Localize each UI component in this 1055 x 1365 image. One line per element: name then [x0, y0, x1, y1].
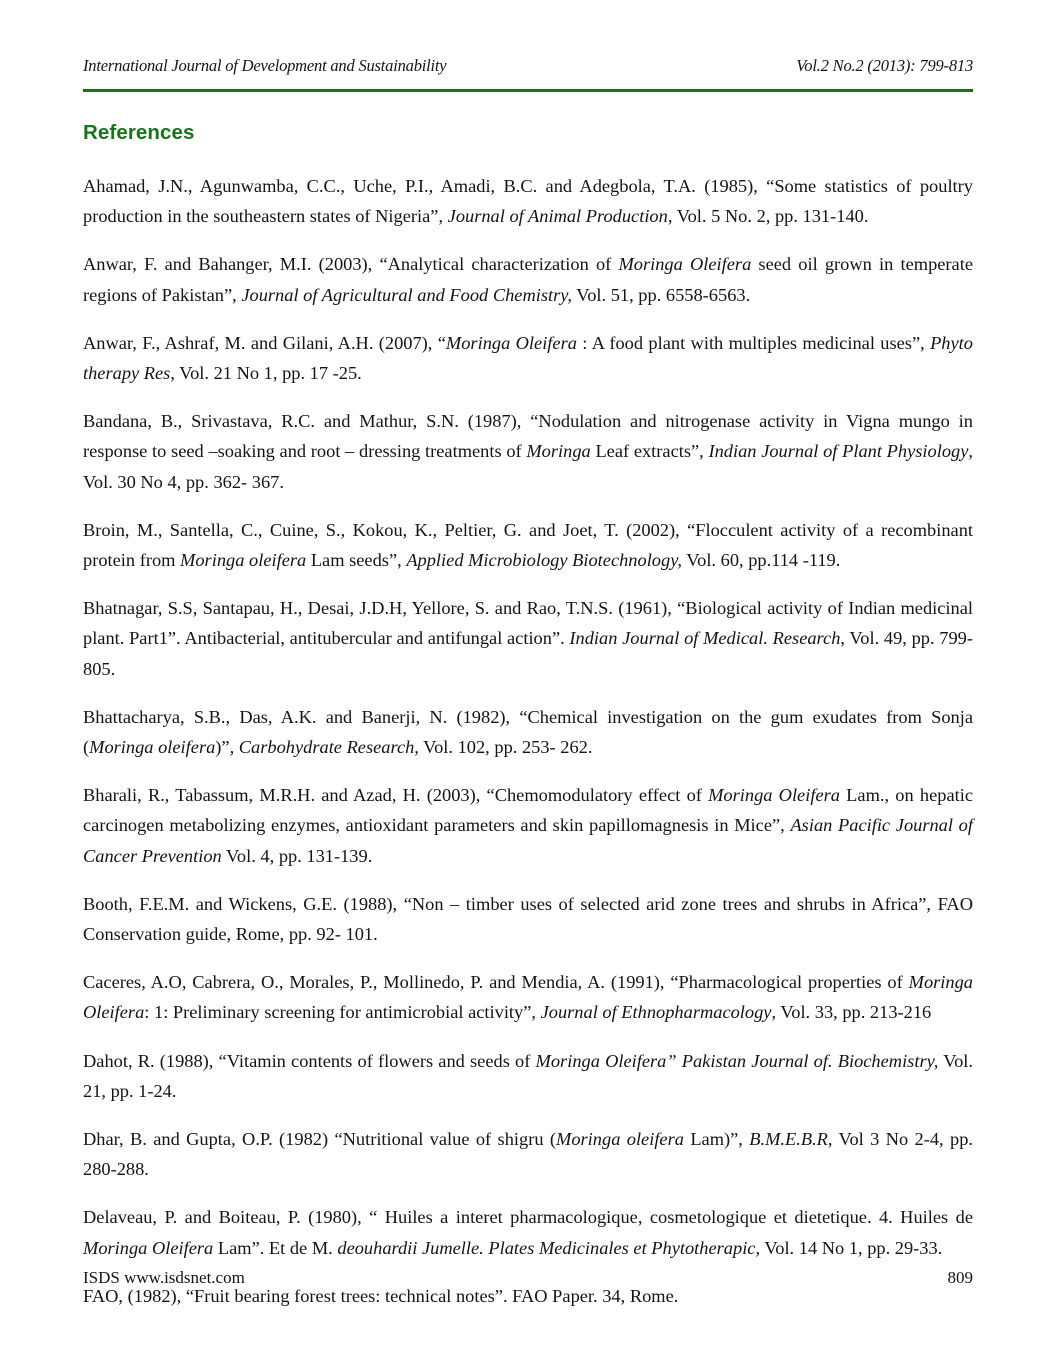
reference-entry	[83, 593, 973, 684]
reference-text: , Vol. 33, pp. 213-216	[771, 1002, 932, 1023]
reference-title-italic: Moringa Oleifera” Pakistan Journal of. Biochemistry,	[535, 1050, 939, 1071]
reference-title-italic: Applied Microbiology Biotechnology,	[406, 550, 682, 571]
reference-text: Anwar, F., Ashraf, M. and Gilani, A.H. (2007), “	[83, 332, 446, 353]
reference-entry	[83, 406, 973, 497]
reference-entry	[83, 1124, 973, 1184]
reference-title-italic: Indian Journal of Medical. Research	[569, 628, 841, 649]
reference-title-italic: Journal of Ethnopharmacology	[540, 1002, 772, 1023]
reference-text: Vol. 51, pp. 6558-6563.	[572, 284, 751, 305]
issue-info: Vol.2 No.2 (2013): 799-813	[796, 56, 973, 75]
reference-title-italic: Moringa oleifera	[556, 1129, 684, 1150]
reference-title-italic: Journal of Agricultural and Food Chemistry,	[241, 284, 573, 305]
reference-text: Lam., on hepatic carcinogen metabolizing enzymes, antioxidant parameters and skin papillomagnesis in Mice”,	[83, 785, 973, 836]
reference-text: , Vol. 30 No 4, pp. 362- 367.	[83, 441, 973, 492]
reference-text: Lam)”,	[683, 1129, 750, 1150]
reference-text: : A food plant with multiples medicinal uses”,	[576, 332, 931, 353]
reference-list	[83, 171, 973, 1311]
reference-title-italic: Moringa Oleifera	[83, 972, 973, 1023]
reference-entry	[83, 328, 973, 388]
reference-text: Vol. 14 No 1, pp. 29-33.	[760, 1237, 943, 1258]
running-head	[83, 56, 973, 76]
reference-title-italic: Journal of Animal Production	[447, 206, 668, 227]
header-rule	[83, 89, 973, 92]
reference-title-italic: B.M.E.B.R	[749, 1129, 828, 1150]
reference-text: Vol. 60, pp.114 -119.	[681, 550, 841, 571]
reference-title-italic: Indian Journal of Plant Physiology	[708, 441, 969, 462]
reference-entry	[83, 1202, 973, 1262]
page-number: 809	[947, 1268, 973, 1287]
reference-title-italic: Moringa oleifera	[89, 737, 216, 758]
reference-title-italic: deouhardii Jumelle. Plates Medicinales et Phytotherapic,	[337, 1237, 761, 1258]
reference-text: , Vol. 5 No. 2, pp. 131-140.	[667, 206, 869, 227]
reference-text: Bharali, R., Tabassum, M.R.H. and Azad, H. (2003), “Chemomodulatory effect of	[83, 785, 709, 806]
publisher-link[interactable]: ISDS www.isdsnet.com	[83, 1268, 245, 1287]
reference-text: Booth, F.E.M. and Wickens, G.E. (1988), “Non – timber uses of selected arid zone trees and shrubs in Africa”, FAO Conservation guide, Rome, pp. 92- 101.	[83, 893, 973, 945]
reference-entry	[83, 702, 973, 762]
reference-entry	[83, 889, 973, 949]
reference-entry	[83, 967, 973, 1027]
references-section	[83, 121, 973, 1311]
reference-text: Bandana, B., Srivastava, R.C. and Mathur, S.N. (1987), “Nodulation and nitrogenase activity in Vigna mungo in response to seed –soaking and root – dressing treatments of	[83, 411, 973, 462]
reference-entry	[83, 171, 973, 231]
reference-text: Caceres, A.O, Cabrera, O., Morales, P., Mollinedo, P. and Mendia, A. (1991), “Pharmacological properties of	[83, 972, 909, 993]
reference-text: Dhar, B. and Gupta, O.P. (1982) “Nutritional value of shigru (	[83, 1129, 557, 1150]
reference-entry	[83, 515, 973, 575]
page-footer	[83, 1268, 973, 1288]
reference-title-italic: Moringa	[526, 441, 591, 462]
reference-text: FAO, (1982), “Fruit bearing forest trees: technical notes”. FAO Paper. 34, Rome.	[83, 1285, 679, 1306]
reference-title-italic: Moringa Oleifera	[618, 254, 752, 275]
reference-text: Ahamad, J.N., Agunwamba, C.C., Uche, P.I., Amadi, B.C. and Adegbola, T.A. (1985), “Some statistics of poultry production in the southeastern states of Nigeria”,	[83, 176, 973, 227]
reference-text: seed oil grown in temperate regions of Pakistan”,	[83, 254, 973, 305]
reference-text: : 1: Preliminary screening for antimicrobial activity”,	[144, 1002, 541, 1023]
reference-text: Vol. 4, pp. 131-139.	[221, 845, 373, 866]
reference-text: , Vol 3 No 2-4, pp. 280-288.	[83, 1129, 973, 1180]
reference-entry	[83, 249, 973, 309]
reference-text: Broin, M., Santella, C., Cuine, S., Kokou, K., Peltier, G. and Joet, T. (2002), “Flocculent activity of a recombinant protein from	[83, 519, 973, 571]
reference-entry	[83, 780, 973, 871]
page-title: References	[83, 121, 195, 144]
reference-title-italic: Moringa Oleifera	[445, 332, 577, 353]
reference-title-italic: Phyto therapy Res	[83, 332, 973, 384]
reference-text: , Vol. 21 No 1, pp. 17 -25.	[170, 363, 362, 384]
reference-text: Vol. 102, pp. 253- 262.	[418, 737, 593, 758]
reference-text: )”,	[215, 737, 239, 758]
journal-title: International Journal of Development and Sustainability	[83, 56, 447, 75]
reference-title-italic: Carbohydrate Research,	[238, 737, 419, 758]
reference-title-italic: Moringa Oleifera	[708, 785, 840, 806]
reference-text: Lam seeds”,	[306, 550, 407, 571]
reference-entry	[83, 1046, 973, 1106]
reference-title-italic: Asian Pacific Journal of Cancer Prevention	[83, 815, 973, 866]
reference-text: Bhattacharya, S.B., Das, A.K. and Banerji, N. (1982), “Chemical investigation on the gum exudates from Sonja (	[83, 706, 973, 758]
reference-text: , Vol. 49, pp. 799-805.	[83, 628, 973, 679]
reference-title-italic: Moringa Oleifera	[83, 1237, 214, 1258]
reference-text: Leaf extracts”,	[590, 441, 709, 462]
reference-text: Anwar, F. and Bahanger, M.I. (2003), “Analytical characterization of	[83, 254, 619, 275]
reference-text: Vol. 21, pp. 1-24.	[83, 1050, 974, 1101]
reference-text: Lam”. Et de M.	[213, 1237, 338, 1258]
reference-text: Bhatnagar, S.S, Santapau, H., Desai, J.D.H, Yellore, S. and Rao, T.N.S. (1961), “Biological activity of Indian medicinal plant. Part1”. Antibacterial, antitubercular and antifungal action”.	[83, 598, 973, 649]
reference-text: Dahot, R. (1988), “Vitamin contents of flowers and seeds of	[83, 1050, 536, 1071]
reference-title-italic: Moringa oleifera	[180, 550, 307, 571]
reference-text: Delaveau, P. and Boiteau, P. (1980), “ Huiles a interet pharmacologique, cosmetologique et dietetique. 4. Huiles de	[83, 1207, 973, 1228]
